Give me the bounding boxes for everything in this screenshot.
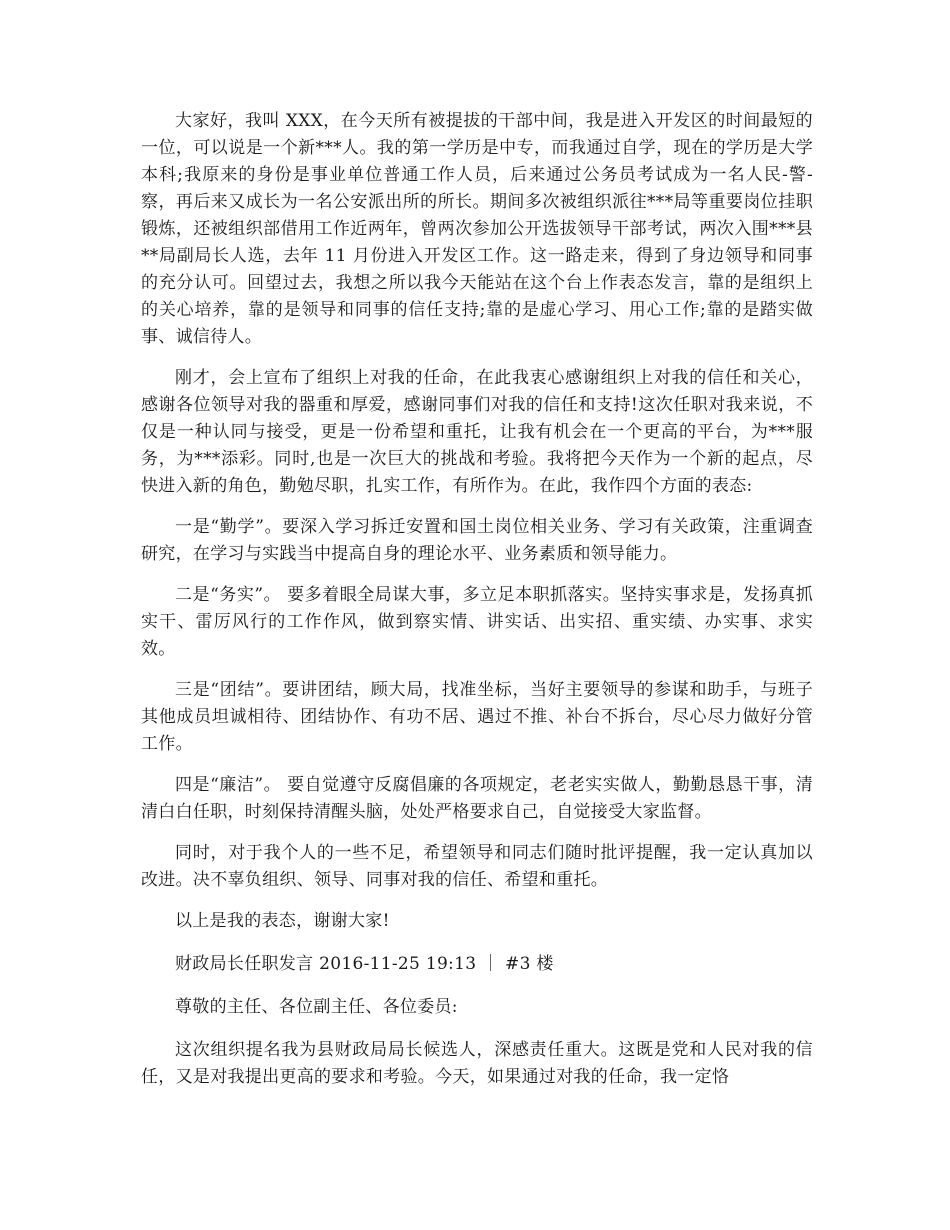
paragraph-shortcomings: 同时，对于我个人的一些不足，希望领导和同志们随时批评提醒，我一定认真加以改进。决不辜负组织、领导、同事对我的信任、希望和重托。 — [141, 843, 813, 890]
paragraph-intro: 大家好，我叫 XXX，在今天所有被提拔的干部中间，我是进入开发区的时间最短的一位，可以说是一个新***人。我的第一学历是中专，而我通过自学，现在的学历是大学本科;我原来的身份是事业单位普通工作人员，后来通过公务员考试成为一名人民-警-察，再后来又成长为一名公安派出所的所长。期间多次被组织派往***局等重要岗位挂职锻炼，还被组织部借用工作近两年，曾两次参加公开选拔领导干部考试，两次入围***县**局副局长人选，去年 11 月份进入开发区工作。这一路走来，得到了身边领导和同事的充分认可。回望过去，我想之所以我今天能站在这个台上作表态发言，靠的是组织上的关心培养，靠的是领导和同事的信任支持;靠的是虚心学习、用心工作;靠的是踏实做事、诚信待人。 — [141, 111, 813, 347]
paragraph-nomination: 这次组织提名我为县财政局局长候选人，深感责任重大。这既是党和人民对我的信任，又是对我提出更高的要求和考验。今天，如果通过对我的任命，我一定恪 — [141, 1040, 813, 1087]
document-page — [141, 108, 813, 1105]
paragraph-point-integrity: 四是“廉洁”。 要自觉遵守反腐倡廉的各项规定，老老实实做人，勤勤恳恳干事，清清白白任职，时刻保持清醒头脑，处处严格要求自己，自觉接受大家监督。 — [141, 775, 813, 822]
salutation: 尊敬的主任、各位副主任、各位委员: — [175, 997, 458, 1017]
paragraph-appointment: 刚才，会上宣布了组织上对我的任命，在此我衷心感谢组织上对我的信任和关心，感谢各位领导对我的器重和厚爱，感谢同事们对我的信任和支持!这次任职对我来说，不仅是一种认同与接受，更是一份希望和重托，让我有机会在一个更高的平台，为***服务，为***添彩。同时,也是一次巨大的挑战和考验。我将把今天作为一个新的起点，尽快进入新的角色，勤勉尽职，扎实工作，有所作为。在此，我作四个方面的表态: — [141, 368, 813, 496]
paragraph-point-practical: 二是“务实”。 要多着眼全局谋大事，多立足本职抓落实。坚持实事求是，发扬真抓实干、雷厉风行的工作作风，做到察实情、讲实话、出实招、重实绩、办实事、求实效。 — [141, 585, 813, 659]
paragraph-closing: 以上是我的表态，谢谢大家! — [175, 911, 390, 931]
paragraph-point-study: 一是“勤学”。要深入学习拆迁安置和国土岗位相关业务、学习有关政策，注重调查研究，在学习与实践当中提高自身的理论水平、业务素质和领导能力。 — [141, 517, 813, 564]
paragraph-point-unity: 三是“团结”。要讲团结，顾大局，找准坐标，当好主要领导的参谋和助手，与班子其他成员坦诚相待、团结协作、有功不居、遇过不推、补台不拆台，尽心尽力做好分管工作。 — [141, 680, 813, 754]
post-header: 财政局长任职发言 2016-11-25 19:13 ｜ #3 楼 — [175, 954, 554, 974]
